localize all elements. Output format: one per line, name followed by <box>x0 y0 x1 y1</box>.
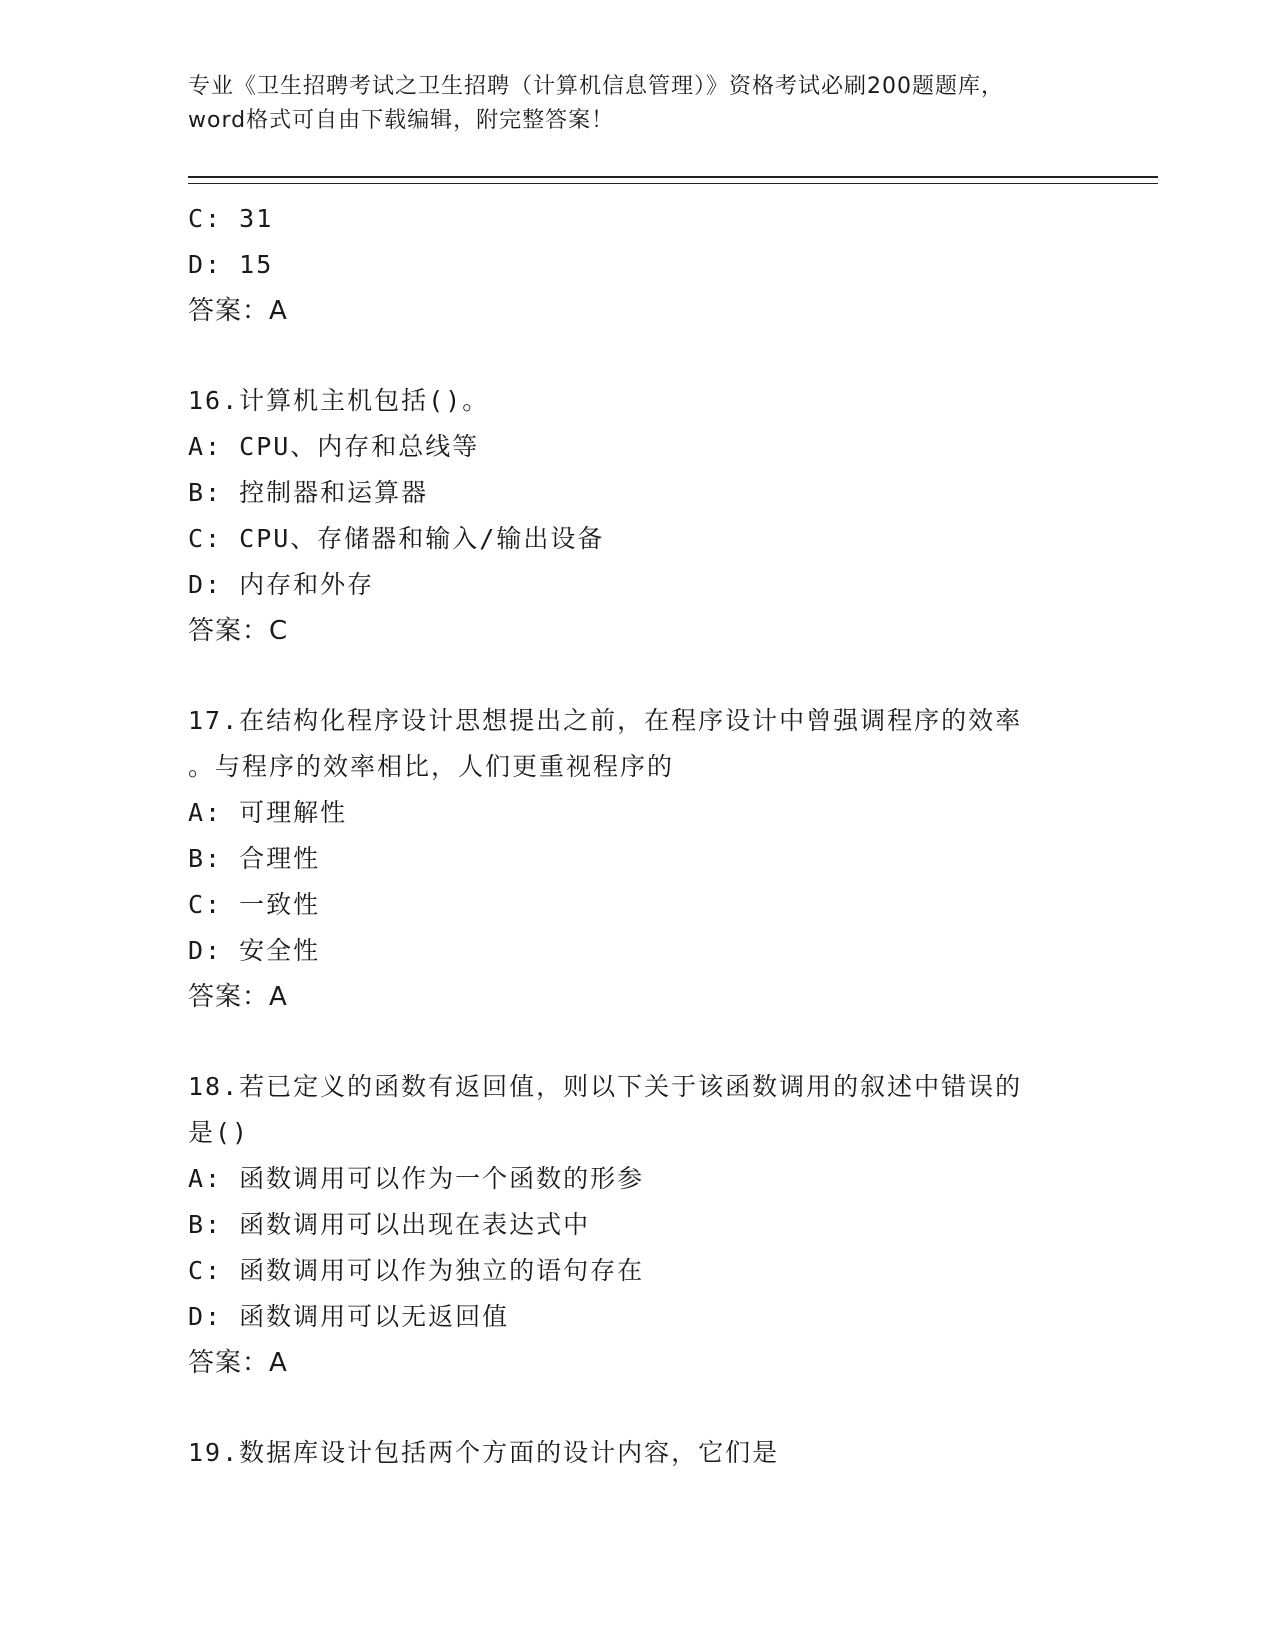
question-text: 16.计算机主机包括()。 <box>188 386 490 415</box>
question-18 <box>188 1064 1158 1386</box>
question-text-line-1: 18.若已定义的函数有返回值，则以下关于该函数调用的叙述中错误的 <box>188 1072 1023 1101</box>
option-a: A: 函数调用可以作为一个函数的形参 <box>188 1164 645 1193</box>
answer: 答案：C <box>188 616 289 646</box>
question-16 <box>188 378 1158 654</box>
option-b: B: 函数调用可以出现在表达式中 <box>188 1210 591 1239</box>
option-c: C: 31 <box>188 204 274 233</box>
question-text: 19.数据库设计包括两个方面的设计内容，它们是 <box>188 1438 780 1467</box>
question-text-line-2: 。与程序的效率相比，人们更重视程序的 <box>188 752 675 781</box>
previous-question-tail <box>188 196 1158 334</box>
header-line-2: word格式可自由下载编辑，附完整答案！ <box>188 108 615 133</box>
question-text-line-2: 是() <box>188 1118 250 1147</box>
answer: 答案：A <box>188 982 288 1012</box>
document-header <box>188 70 1158 138</box>
option-c: C: 一致性 <box>188 890 321 919</box>
document-page <box>188 70 1158 1476</box>
option-a: A: 可理解性 <box>188 798 348 827</box>
answer: 答案：A <box>188 1348 288 1378</box>
option-c: C: CPU、存储器和输入/输出设备 <box>188 524 605 553</box>
question-17 <box>188 698 1158 1020</box>
header-line-1: 专业《卫生招聘考试之卫生招聘（计算机信息管理）》资格考试必刷200题题库， <box>188 74 1004 99</box>
option-d: D: 函数调用可以无返回值 <box>188 1302 510 1331</box>
option-d: D: 内存和外存 <box>188 570 375 599</box>
answer: 答案：A <box>188 296 288 326</box>
option-b: B: 合理性 <box>188 844 321 873</box>
question-19 <box>188 1430 1158 1476</box>
header-divider <box>188 176 1158 184</box>
question-text-line-1: 17.在结构化程序设计思想提出之前，在程序设计中曾强调程序的效率 <box>188 706 1023 735</box>
option-d: D: 安全性 <box>188 936 321 965</box>
option-d: D: 15 <box>188 250 274 279</box>
option-b: B: 控制器和运算器 <box>188 478 429 507</box>
option-a: A: CPU、内存和总线等 <box>188 432 480 461</box>
option-c: C: 函数调用可以作为独立的语句存在 <box>188 1256 645 1285</box>
